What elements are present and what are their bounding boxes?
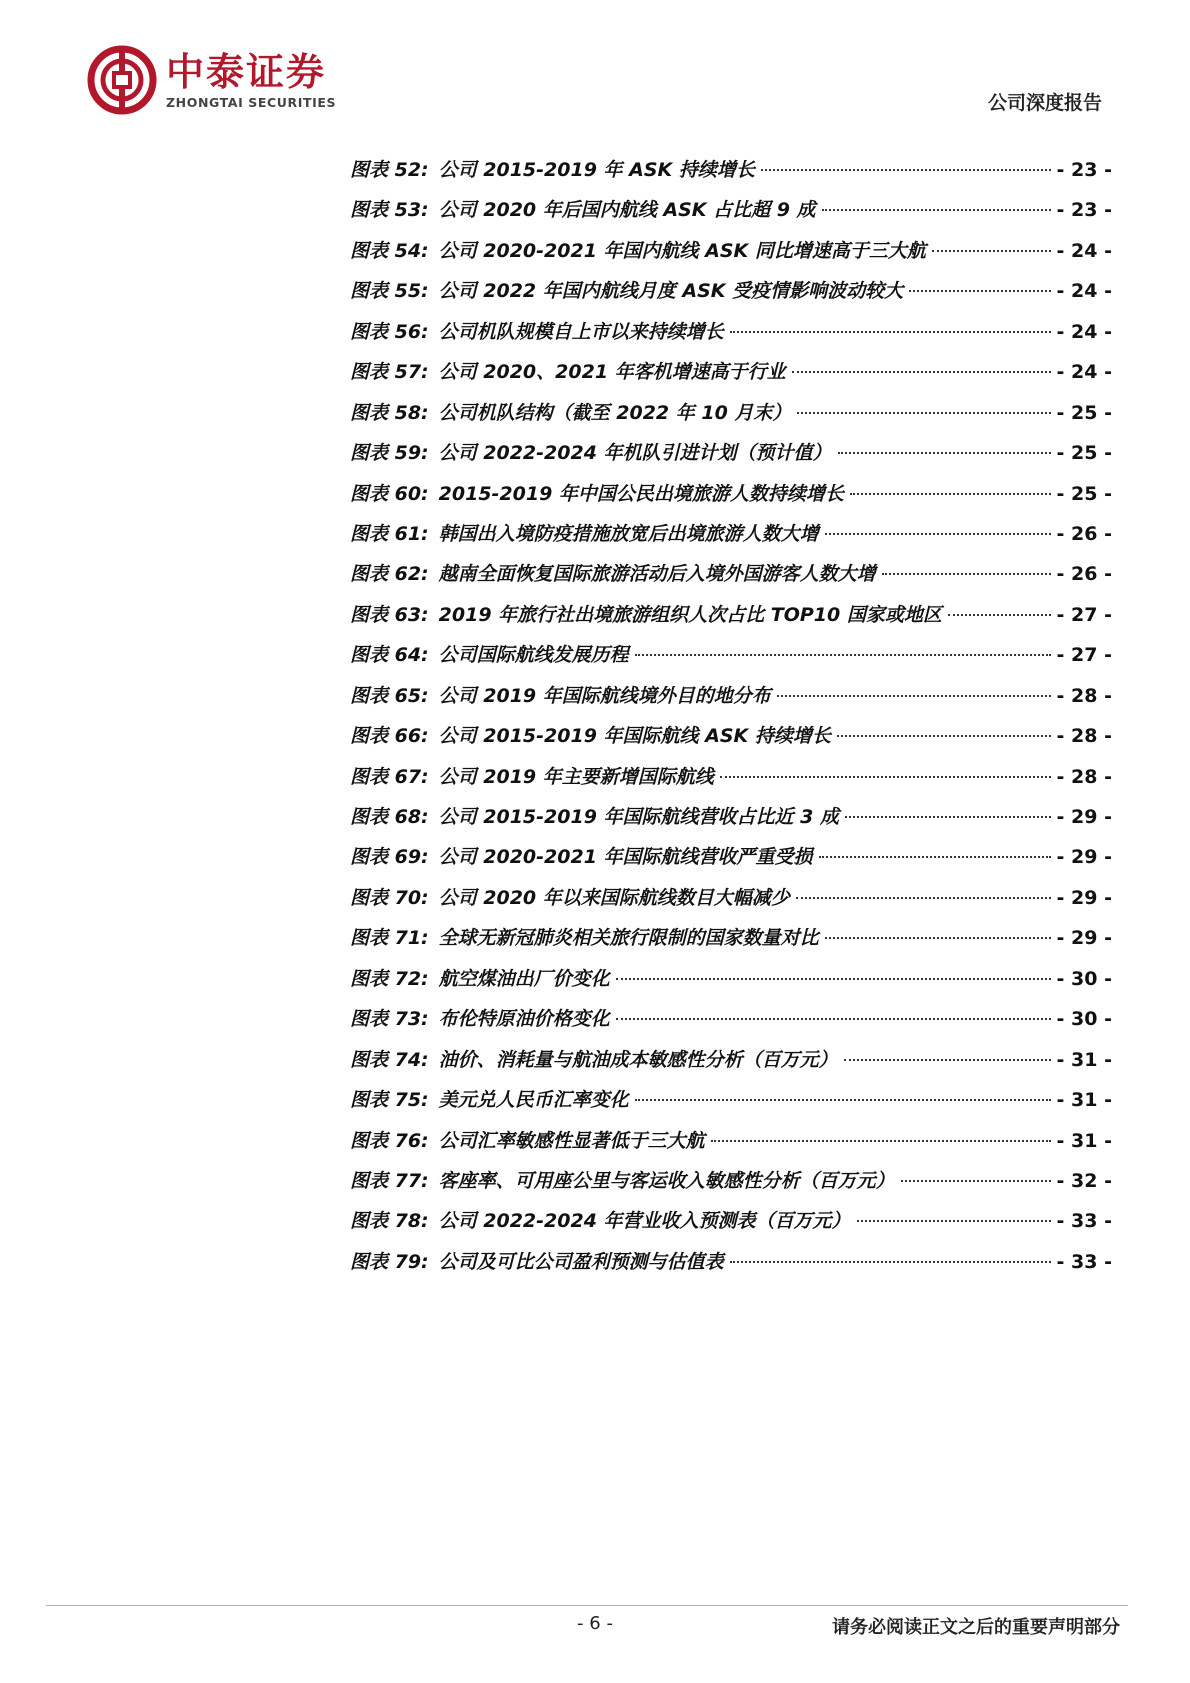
toc-entry-title: 油价、消耗量与航油成本敏感性分析（百万元） — [438, 1048, 838, 1071]
toc-entry-page: - 29 - — [1056, 806, 1112, 828]
toc-entry-number: 图表 71: — [350, 927, 429, 950]
toc-entry-number: 图表 59: — [350, 442, 429, 465]
toc-entry-title: 公司汇率敏感性显著低于三大航 — [438, 1129, 705, 1152]
page-number: - 6 - — [577, 1613, 613, 1634]
toc-entry[interactable] — [350, 640, 1112, 680]
toc-dot-leader — [711, 1140, 1051, 1142]
toc-entry-number: 图表 63: — [350, 603, 429, 626]
toc-entry-title: 航空煤油出厂价变化 — [438, 967, 610, 990]
toc-entry-title: 客座率、可用座公里与客运收入敏感性分析（百万元） — [438, 1169, 895, 1192]
toc-dot-leader — [901, 1180, 1051, 1182]
toc-dot-leader — [797, 412, 1050, 414]
toc-entry-title: 美元兑人民币汇率变化 — [438, 1089, 629, 1112]
toc-entry[interactable] — [350, 559, 1112, 599]
toc-dot-leader — [825, 533, 1051, 535]
toc-entry-page: - 29 - — [1056, 846, 1112, 869]
toc-entry-page: - 29 - — [1056, 886, 1112, 909]
figure-list — [350, 155, 1112, 1287]
toc-entry-title: 公司 2015-2019 年国际航线营收占比近 3 成 — [438, 806, 839, 828]
toc-entry-page: - 29 - — [1056, 927, 1112, 950]
toc-entry-page: - 31 - — [1056, 1048, 1112, 1071]
toc-entry[interactable] — [350, 276, 1112, 316]
toc-dot-leader — [730, 331, 1051, 333]
toc-entry[interactable] — [350, 1045, 1112, 1085]
toc-entry-page: - 27 - — [1056, 603, 1112, 626]
toc-dot-leader — [616, 1018, 1051, 1020]
toc-entry-page: - 30 - — [1056, 967, 1112, 990]
logo-english-name: ZHONGTAI SECURITIES — [166, 94, 337, 110]
toc-dot-leader — [837, 735, 1051, 737]
toc-entry-number: 图表 75: — [350, 1089, 429, 1112]
toc-entry-page: - 26 - — [1056, 522, 1112, 545]
toc-entry-page: - 28 - — [1056, 725, 1112, 748]
toc-entry-number: 图表 53: — [350, 199, 429, 222]
toc-dot-leader — [730, 1261, 1051, 1263]
toc-entry[interactable] — [350, 1247, 1112, 1287]
toc-entry-title: 公司 2019 年国际航线境外目的地分布 — [438, 684, 771, 707]
company-logo — [86, 44, 336, 116]
toc-entry-page: - 24 - — [1056, 239, 1112, 262]
toc-entry[interactable] — [350, 1126, 1112, 1166]
toc-entry-title: 公司 2022-2024 年营业收入预测表（百万元） — [438, 1210, 851, 1233]
toc-entry-page: - 28 - — [1056, 684, 1112, 707]
toc-dot-leader — [792, 371, 1051, 373]
toc-dot-leader — [857, 1220, 1051, 1222]
toc-entry-number: 图表 61: — [350, 522, 429, 545]
toc-dot-leader — [838, 452, 1051, 454]
toc-dot-leader — [761, 169, 1051, 171]
toc-entry-page: - 27 - — [1056, 644, 1112, 667]
toc-entry-number: 图表 54: — [350, 239, 429, 262]
toc-entry-title: 公司国际航线发展历程 — [438, 644, 629, 667]
toc-dot-leader — [635, 1099, 1051, 1101]
toc-entry-number: 图表 77: — [350, 1169, 429, 1192]
toc-entry-title: 公司 2020、2021 年客机增速高于行业 — [438, 361, 786, 384]
toc-entry-page: - 31 - — [1056, 1089, 1112, 1112]
toc-dot-leader — [822, 209, 1051, 211]
toc-entry[interactable] — [350, 438, 1112, 478]
toc-dot-leader — [932, 250, 1051, 252]
toc-entry-title: 公司 2022-2024 年机队引进计划（预计值） — [438, 442, 832, 465]
footer-divider — [46, 1605, 1128, 1606]
toc-dot-leader — [845, 816, 1051, 818]
toc-entry-number: 图表 73: — [350, 1008, 429, 1031]
toc-entry[interactable] — [350, 317, 1112, 357]
toc-entry-title: 公司 2019 年主要新增国际航线 — [438, 765, 714, 788]
toc-entry-page: - 24 - — [1056, 280, 1112, 303]
toc-entry-number: 图表 78: — [350, 1210, 429, 1233]
toc-entry-title: 公司 2020-2021 年国际航线营收严重受损 — [438, 846, 813, 869]
toc-entry-number: 图表 68: — [350, 806, 429, 828]
toc-entry-title: 公司 2020 年后国内航线 ASK 占比超 9 成 — [438, 199, 816, 222]
toc-entry-page: - 32 - — [1056, 1169, 1112, 1192]
toc-dot-leader — [819, 856, 1051, 858]
zhongtai-logo-icon — [86, 44, 158, 116]
toc-entry[interactable] — [350, 1206, 1112, 1246]
toc-entry-number: 图表 62: — [350, 563, 429, 586]
toc-entry[interactable] — [350, 195, 1112, 235]
toc-entry-number: 图表 72: — [350, 967, 429, 990]
toc-dot-leader — [616, 978, 1051, 980]
toc-entry-number: 图表 52: — [350, 159, 429, 181]
toc-entry[interactable] — [350, 681, 1112, 721]
toc-entry-page: - 28 - — [1056, 765, 1112, 788]
toc-entry-title: 公司 2022 年国内航线月度 ASK 受疫情影响波动较大 — [438, 280, 904, 303]
toc-entry-number: 图表 56: — [350, 320, 429, 343]
toc-entry[interactable] — [350, 479, 1112, 519]
toc-entry[interactable] — [350, 1166, 1112, 1206]
logo-chinese-name: 中泰证券 — [166, 49, 327, 94]
toc-entry-number: 图表 66: — [350, 725, 429, 748]
toc-entry[interactable] — [350, 1085, 1112, 1125]
toc-entry[interactable] — [350, 236, 1112, 276]
toc-entry-title: 公司机队规模自上市以来持续增长 — [438, 320, 724, 343]
toc-entry-number: 图表 74: — [350, 1048, 429, 1071]
toc-entry[interactable] — [350, 842, 1112, 882]
toc-entry-title: 全球无新冠肺炎相关旅行限制的国家数量对比 — [438, 927, 819, 950]
toc-entry[interactable] — [350, 883, 1112, 923]
toc-entry-page: - 26 - — [1056, 563, 1112, 586]
toc-entry[interactable] — [350, 923, 1112, 963]
toc-dot-leader — [909, 290, 1050, 292]
toc-entry-page: - 25 - — [1056, 482, 1112, 505]
toc-entry-number: 图表 57: — [350, 361, 429, 384]
toc-dot-leader — [796, 897, 1051, 899]
toc-entry-page: - 23 - — [1056, 199, 1112, 222]
toc-entry-number: 图表 79: — [350, 1250, 429, 1273]
toc-entry-number: 图表 58: — [350, 401, 429, 424]
toc-dot-leader — [850, 493, 1051, 495]
toc-entry-number: 图表 65: — [350, 684, 429, 707]
toc-entry-number: 图表 64: — [350, 644, 429, 667]
toc-dot-leader — [882, 573, 1051, 575]
toc-entry-page: - 23 - — [1056, 159, 1112, 181]
toc-entry-number: 图表 60: — [350, 482, 429, 505]
footer-disclaimer: 请务必阅读正文之后的重要声明部分 — [832, 1617, 1120, 1638]
toc-dot-leader — [720, 776, 1051, 778]
toc-entry-title: 布伦特原油价格变化 — [438, 1008, 610, 1031]
toc-entry[interactable] — [350, 1004, 1112, 1044]
toc-entry[interactable] — [350, 721, 1112, 761]
toc-entry-page: - 33 - — [1056, 1210, 1112, 1233]
report-type-label: 公司深度报告 — [987, 92, 1102, 114]
toc-entry[interactable] — [350, 155, 1112, 195]
toc-entry[interactable] — [350, 398, 1112, 438]
toc-dot-leader — [948, 614, 1051, 616]
toc-entry-title: 公司 2015-2019 年 ASK 持续增长 — [438, 159, 755, 181]
toc-entry-title: 公司机队结构（截至 2022 年 10 月末） — [438, 401, 792, 424]
toc-entry-number: 图表 69: — [350, 846, 429, 869]
toc-entry-title: 韩国出入境防疫措施放宽后出境旅游人数大增 — [438, 522, 819, 545]
toc-entry-title: 越南全面恢复国际旅游活动后入境外国游客人数大增 — [438, 563, 876, 586]
toc-entry[interactable] — [350, 964, 1112, 1004]
toc-entry-number: 图表 76: — [350, 1129, 429, 1152]
toc-entry-page: - 30 - — [1056, 1008, 1112, 1031]
toc-entry-page: - 24 - — [1056, 361, 1112, 384]
toc-dot-leader — [844, 1059, 1051, 1061]
toc-dot-leader — [825, 937, 1051, 939]
toc-entry-number: 图表 70: — [350, 886, 429, 909]
toc-entry-page: - 31 - — [1056, 1129, 1112, 1152]
toc-entry-title: 公司 2015-2019 年国际航线 ASK 持续增长 — [438, 725, 831, 748]
toc-entry-title: 2019 年旅行社出境旅游组织人次占比 TOP10 国家或地区 — [438, 603, 942, 626]
toc-entry-title: 公司 2020 年以来国际航线数目大幅减少 — [438, 886, 790, 909]
toc-entry-title: 2015-2019 年中国公民出境旅游人数持续增长 — [438, 482, 844, 505]
toc-entry-page: - 33 - — [1056, 1250, 1112, 1273]
toc-entry-number: 图表 67: — [350, 765, 429, 788]
toc-entry[interactable] — [350, 802, 1112, 842]
toc-entry-number: 图表 55: — [350, 280, 429, 303]
toc-entry-page: - 25 - — [1056, 442, 1112, 465]
toc-entry-page: - 24 - — [1056, 320, 1112, 343]
toc-entry[interactable] — [350, 519, 1112, 559]
toc-entry-title: 公司及可比公司盈利预测与估值表 — [438, 1250, 724, 1273]
toc-entry-page: - 25 - — [1056, 401, 1112, 424]
toc-entry[interactable] — [350, 600, 1112, 640]
toc-entry[interactable] — [350, 357, 1112, 397]
toc-dot-leader — [777, 695, 1051, 697]
toc-entry[interactable] — [350, 762, 1112, 802]
toc-entry-title: 公司 2020-2021 年国内航线 ASK 同比增速高于三大航 — [438, 239, 926, 262]
toc-dot-leader — [635, 654, 1051, 656]
